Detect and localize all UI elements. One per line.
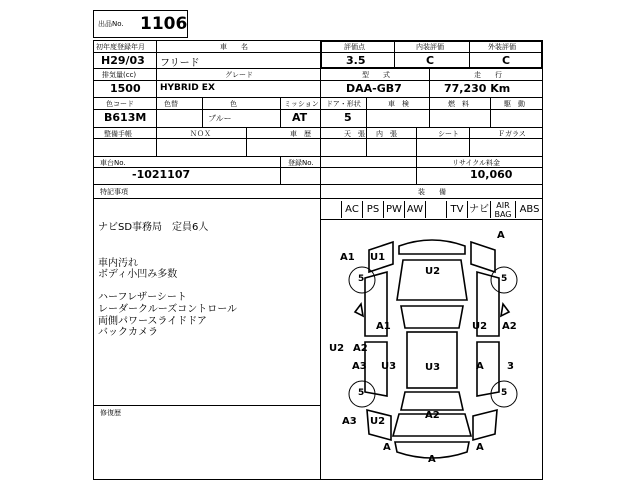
damage-a2-side: A2 [353,343,368,354]
grade: HYBRID EX [160,83,215,93]
damage-a-br: A [476,442,484,453]
color-label: 色 [230,100,237,108]
interior-grade: C [426,54,435,67]
recycle-label: リサイクル料金 [452,159,501,167]
reg-no-label: 登録No. [288,159,314,167]
damage-a1-left: A1 [376,321,391,332]
color: ブルー [208,114,232,123]
damage-u2-right: U2 [472,321,488,332]
grade-label: グレード [225,71,253,79]
nox-label: ＮＯＸ [190,130,211,138]
sunroof-label: 天 張 [344,130,365,138]
equip-aw: AW [404,201,425,218]
damage-a3-rear: A3 [342,416,357,427]
chassis-number: -1021107 [132,168,191,181]
glass-label: Ｆガラス [498,130,526,138]
damage-3-right: 3 [507,361,514,372]
damage-hood-u2: U2 [425,266,441,277]
chassis-label: 車台No. [100,159,126,167]
model: DAA-GB7 [346,82,402,95]
note-line: ハーフレザーシート [98,292,187,304]
lot-label: 出品No. [98,20,124,28]
color-code-label: 色コード [106,100,134,108]
transmission: AT [292,111,308,124]
color-code: B613M [104,111,147,124]
exterior-label: 外装評価 [488,43,516,51]
damage-u3-roof: U3 [425,362,441,373]
reg-year-label: 初年度登録年月 [96,43,145,51]
doors: 5 [344,111,352,124]
interior-label: 内装評価 [416,43,444,51]
recycle-fee: 10,060 [470,168,513,181]
notes-label: 特記事項 [100,188,128,196]
damage-u1: U1 [370,252,386,263]
note-line: ナビSD事務局 定員6人 [98,222,209,233]
damage-u3-left: U3 [381,361,397,372]
equipment-label: 装 備 [418,188,446,196]
note-line: ボディ小凹み多数 [98,269,178,281]
equip-abs: ABS [515,201,543,218]
tire-rl: 5 [358,388,365,398]
tire-rr: 5 [501,388,508,398]
damage-a-bottom: A [428,454,436,465]
lot-number: 1106 [140,14,188,34]
transmission-label: ミッション [284,100,319,108]
displacement-label: 排気量(cc) [102,71,137,79]
tire-fl: 5 [358,274,365,284]
damage-u2-side: U2 [329,343,345,354]
damage-front-a: A [497,230,505,241]
repair-label: 修復歴 [100,409,121,417]
equip-airbag: AIR BAG [490,201,515,218]
model-label: 型 式 [362,71,390,79]
equip-ac: AC [341,201,362,218]
capacity-label: 車 検 [388,100,409,108]
manual-label: 整備手帳 [104,130,132,138]
fuel-label: 燃 料 [448,100,469,108]
equip-tv: TV [446,201,467,218]
drive-label: 駆 動 [504,100,525,108]
mileage: 77,230 Km [444,82,511,95]
damage-a3-left: A3 [352,361,367,372]
note-line: 両側パワースライドドア [98,315,207,327]
doors-label: ドア・形状 [326,100,361,108]
lot-box [93,10,188,38]
damage-a1-top: A1 [340,252,355,263]
car-name-label: 車 名 [220,43,248,51]
color-change-label: 色替 [164,100,178,108]
note-line: 車内汚れ [98,257,138,269]
damage-u2-rear: U2 [370,416,386,427]
car-name: フリード [160,58,200,69]
tire-fr: 5 [501,274,508,284]
note-line [98,234,237,258]
equip-pw: PW [383,201,404,218]
seat-label: シート [438,130,459,138]
interior-col-label: 内 張 [376,130,397,138]
history-label: 車 歴 [290,130,311,138]
mileage-label: 走 行 [474,71,502,79]
note-line [98,281,237,292]
damage-a-right: A [476,361,484,372]
note-line: バックカメラ [98,327,158,339]
displacement: 1500 [110,82,141,95]
reg-year: H29/03 [101,54,145,67]
damage-a2-right: A2 [502,321,517,332]
damage-a2-rear: A2 [425,410,440,421]
score-label: 評価点 [344,43,365,51]
equip-navi: ナビ [467,201,490,218]
damage-a-bl: A [383,442,391,453]
note-line: レーダークルーズコントロール [98,303,237,315]
equip-ps: PS [362,201,383,218]
score: 3.5 [346,54,366,67]
notes-text [98,222,237,339]
exterior-grade: C [502,54,511,67]
equip-blank [425,201,446,218]
